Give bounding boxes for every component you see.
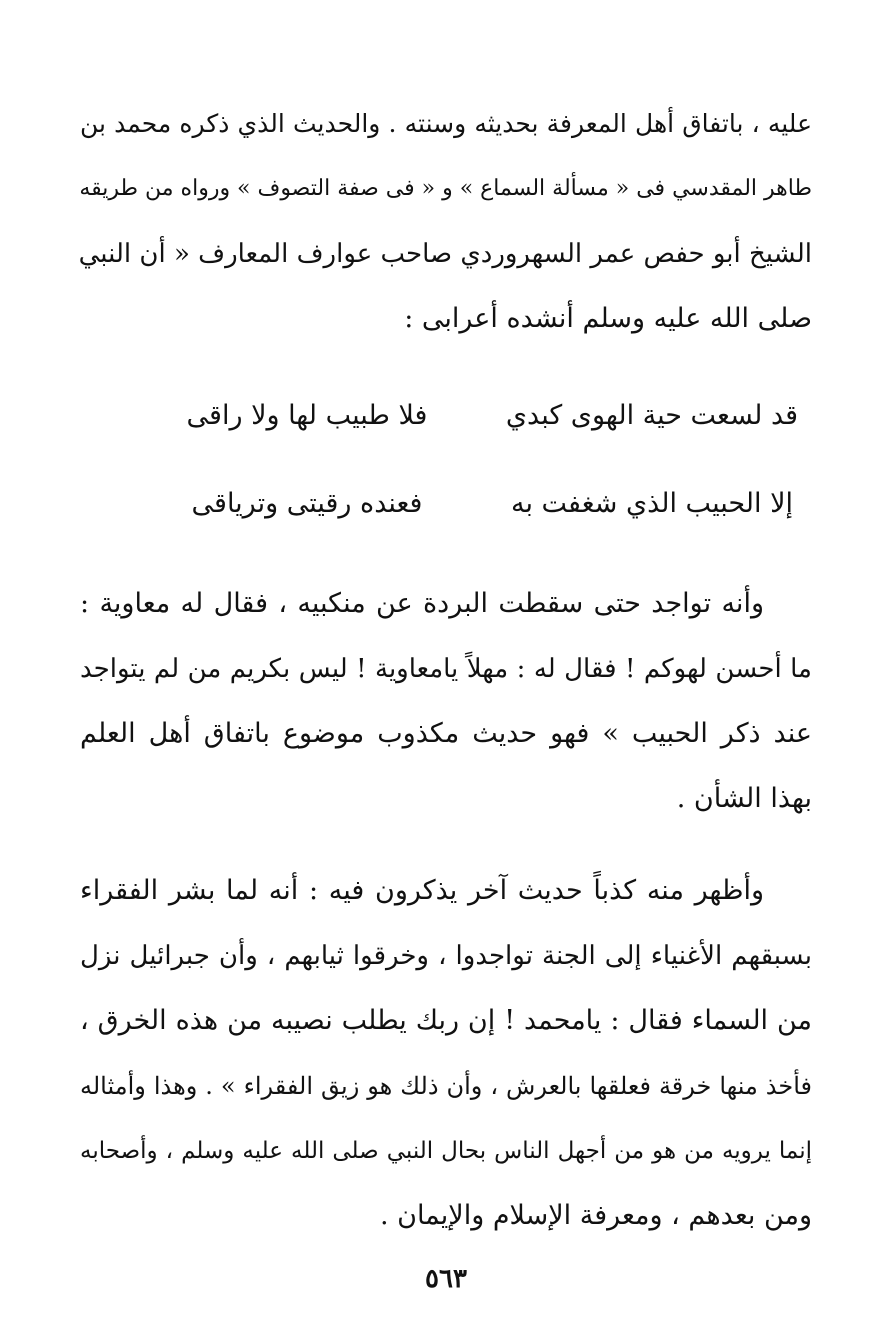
verse-hemistich-second: فلا طبيب لها ولا راقى [186,400,428,431]
text-line: صلى الله عليه وسلم أنشده أعرابى : [404,303,812,334]
page-number: ٥٦٣ [425,1264,467,1294]
verse-hemistich-first: قد لسعت حية الهوى كبدي [505,400,799,431]
text-line: بهذا الشأن . [676,783,812,814]
text-line: ومن بعدهم ، ومعرفة الإسلام والإيمان . [379,1200,812,1231]
text-line: الشيخ أبو حفص عمر السهروردي صاحب عوارف المعارف « أن النبي [78,239,812,269]
text-line: وأظهر منه كذباً حديث آخر يذكرون فيه : أنه لما بشر الفقراء [80,875,764,906]
text-line: عند ذكر الحبيب » فهو حديث مكذوب موضوع باتفاق أهل العلم [80,718,812,749]
text-line: إنما يرويه من هو من أجهل الناس بحال النبي صلى الله عليه وسلم ، وأصحابه [80,1138,812,1164]
text-line: من السماء فقال : يامحمد ! إن ربك يطلب نصيبه من هذه الخرق ، [80,1005,812,1036]
text-line: عليه ، باتفاق أهل المعرفة بحديثه وسنته . والحديث الذي ذكره محمد بن [80,109,812,138]
text-line: فأخذ منها خرقة فعلقها بالعرش ، وأن ذلك هو زيق الفقراء » . وهذا وأمثاله [80,1072,812,1100]
text-line: وأنه تواجد حتى سقطت البردة عن منكبيه ، فقال له معاوية : [80,588,764,619]
verse-hemistich-second: فعنده رقيتى وترياقى [191,488,423,519]
text-line: ما أحسن لهوكم ! فقال له : مهلاً يامعاوية ! ليس بكريم من لم يتواجد [80,654,812,684]
text-line: بسبقهم الأغنياء إلى الجنة تواجدوا ، وخرقوا ثيابهم ، وأن جبرائيل نزل [80,941,812,971]
verse-hemistich-first: إلا الحبيب الذي شغفت به [510,488,794,519]
text-line: طاهر المقدسي فى « مسألة السماع » و « فى صفة التصوف » ورواه من طريقه [79,176,812,201]
